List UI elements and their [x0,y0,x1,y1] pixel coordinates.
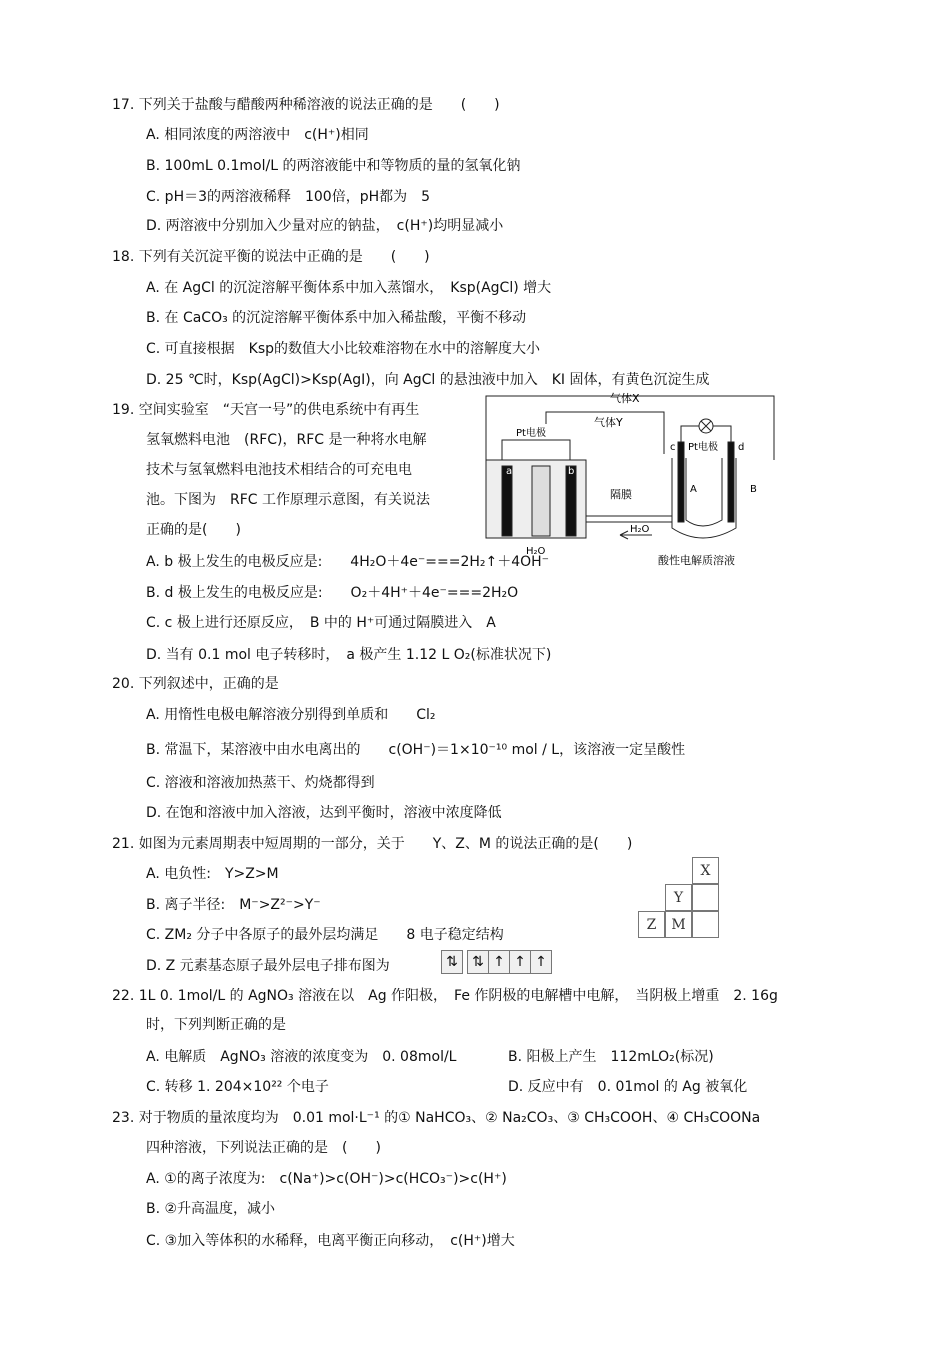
orbital-arrows-icon: ⇅ [446,954,458,970]
q22-option-c: C. 转移 1. 204×10²² 个电子 [146,1079,329,1095]
q22-stem-line2: 时，下列判断正确的是 [146,1017,286,1033]
q19-option-d: D. 当有 0.1 mol 电子转移时， a 极产生 1.12 L O₂(标准状况下) [146,647,552,663]
q19-stem-line3: 技术与氢氧燃料电池技术相结合的可充电电 [146,462,412,478]
q23-option-b: B. ②升高温度，减小 [146,1201,276,1217]
q21-option-b: B. 离子半径: M⁻>Z²⁻>Y⁻ [146,897,321,913]
periodic-table-fragment [638,857,719,938]
orbital-arrows-icon: ⇅ [468,951,489,973]
pt-electrode-left-label: Pt电极 [516,428,546,439]
pt-cell-empty [638,857,665,884]
pt-cell-x: X [692,857,719,884]
chamber-B-label: B [750,484,757,495]
electrode-d-label: d [738,442,745,453]
q19-stem-line1: 19. 空间实验室 “天宫一号”的供电系统中有再生 [112,402,420,418]
q19-option-a: A. b 极上发生的电极反应是: 4H₂O＋4e⁻===2H₂↑＋4OH⁻ [146,554,550,570]
q18-option-d: D. 25 ℃时，Ksp(AgCl)>Ksp(AgI)，向 AgCl 的悬浊液中加入 KI 固体，有黄色沉淀生成 [146,372,710,388]
q20-option-a: A. 用惰性电极电解溶液分别得到单质和 Cl₂ [146,707,436,723]
gas-x-label: 气体X [610,392,640,405]
q22-option-d: D. 反应中有 0. 01mol 的 Ag 被氧化 [508,1079,748,1095]
pt-electrode-right-label: Pt电极 [688,442,718,453]
q18-stem: 18. 下列有关沉淀平衡的说法中正确的是 ( ) [112,249,430,265]
electrolyte-label: 酸性电解质溶液 [658,554,735,567]
q18-option-a: A. 在 AgCl 的沉淀溶解平衡体系中加入蒸馏水， Ksp(AgCl) 增大 [146,280,552,296]
q22-option-b: B. 阳极上产生 112mLO₂(标况) [508,1049,714,1065]
q19-stem-line2: 氢氧燃料电池 (RFC)，RFC 是一种将水电解 [146,432,427,448]
q20-option-b: B. 常温下，某溶液中由水电离出的 c(OH⁻)＝1×10⁻¹⁰ mol / L，该溶液一定呈酸性 [146,742,686,758]
q17-option-b: B. 100mL 0.1mol/L 的两溶液能中和等物质的量的氢氧化钠 [146,158,521,174]
orbital-diagram [441,950,552,974]
q22-option-a: A. 电解质 AgNO₃ 溶液的浓度变为 0. 08mol/L [146,1049,457,1065]
q22-stem-line1: 22. 1L 0. 1mol/L 的 AgNO₃ 溶液在以 Ag 作阳极， Fe 作阴极的电解槽中电解， 当阴极上增重 2. 16g [112,988,778,1004]
q19-option-c: C. c 极上进行还原反应， B 中的 H⁺可通过隔膜进入 A [146,615,496,631]
electrode-c-label: c [670,442,676,453]
chamber-A-label: A [690,484,697,495]
h2o-arrow-label: H₂O [630,524,650,535]
q17-stem: 17. 下列关于盐酸与醋酸两种稀溶液的说法正确的是 ( ) [112,97,500,113]
h2o-bottom-label: H₂O [526,546,546,557]
q19-option-b: B. d 极上发生的电极反应是: O₂＋4H⁺＋4e⁻===2H₂O [146,585,519,601]
q17-option-d: D. 两溶液中分别加入少量对应的钠盐， c(H⁺)均明显减小 [146,218,504,234]
membrane-label: 隔膜 [610,488,632,501]
q19-stem-line5: 正确的是( ) [146,522,241,538]
pt-cell-blank [692,884,719,911]
pt-cell-empty [665,857,692,884]
q21-option-d: D. Z 元素基态原子最外层电子排布图为 [146,958,390,974]
pt-cell-m: M [665,911,692,938]
q23-option-a: A. ①的离子浓度为: c(Na⁺)>c(OH⁻)>c(HCO₃⁻)>c(H⁺) [146,1171,507,1187]
electrode-a-label: a [506,466,513,477]
rfc-diagram [482,388,786,570]
q21-option-a: A. 电负性: Y>Z>M [146,866,279,882]
orbital-arrow-icon: ↑ [489,951,510,973]
q23-option-c: C. ③加入等体积的水稀释，电离平衡正向移动， c(H⁺)增大 [146,1233,515,1249]
q17-option-a: A. 相同浓度的两溶液中 c(H⁺)相同 [146,127,369,143]
electrode-b-label: b [568,466,575,477]
q17-option-c: C. pH＝3的两溶液稀释 100倍，pH都为 5 [146,189,431,205]
orbital-arrow-icon: ↑ [535,954,547,970]
q18-option-c: C. 可直接根据 Ksp的数值大小比较难溶物在水中的溶解度大小 [146,341,541,357]
q23-stem-line1: 23. 对于物质的量浓度均为 0.01 mol·L⁻¹ 的① NaHCO₃、② Na₂CO₃、③ CH₃COOH、④ CH₃COONa [112,1110,761,1126]
q23-stem-line2: 四种溶液，下列说法正确的是 ( ) [146,1140,381,1156]
pt-cell-y: Y [665,884,692,911]
pt-cell-z: Z [638,911,665,938]
s-orbital-box [441,950,463,974]
gas-y-label: 气体Y [594,416,623,429]
q20-stem: 20. 下列叙述中，正确的是 [112,676,279,692]
q18-option-b: B. 在 CaCO₃ 的沉淀溶解平衡体系中加入稀盐酸，平衡不移动 [146,310,527,326]
p-orbital-boxes [467,950,552,974]
q20-option-c: C. 溶液和溶液加热蒸干、灼烧都得到 [146,775,375,791]
q19-stem-line4: 池。下图为 RFC 工作原理示意图，有关说法 [146,492,431,508]
q21-stem: 21. 如图为元素周期表中短周期的一部分，关于 Y、Z、M 的说法正确的是( ) [112,836,633,852]
orbital-arrow-icon: ↑ [510,951,531,973]
q20-option-d: D. 在饱和溶液中加入溶液，达到平衡时，溶液中浓度降低 [146,805,502,821]
q21-option-c: C. ZM₂ 分子中各原子的最外层均满足 8 电子稳定结构 [146,927,504,943]
pt-cell-empty [638,884,665,911]
pt-cell-blank [692,911,719,938]
